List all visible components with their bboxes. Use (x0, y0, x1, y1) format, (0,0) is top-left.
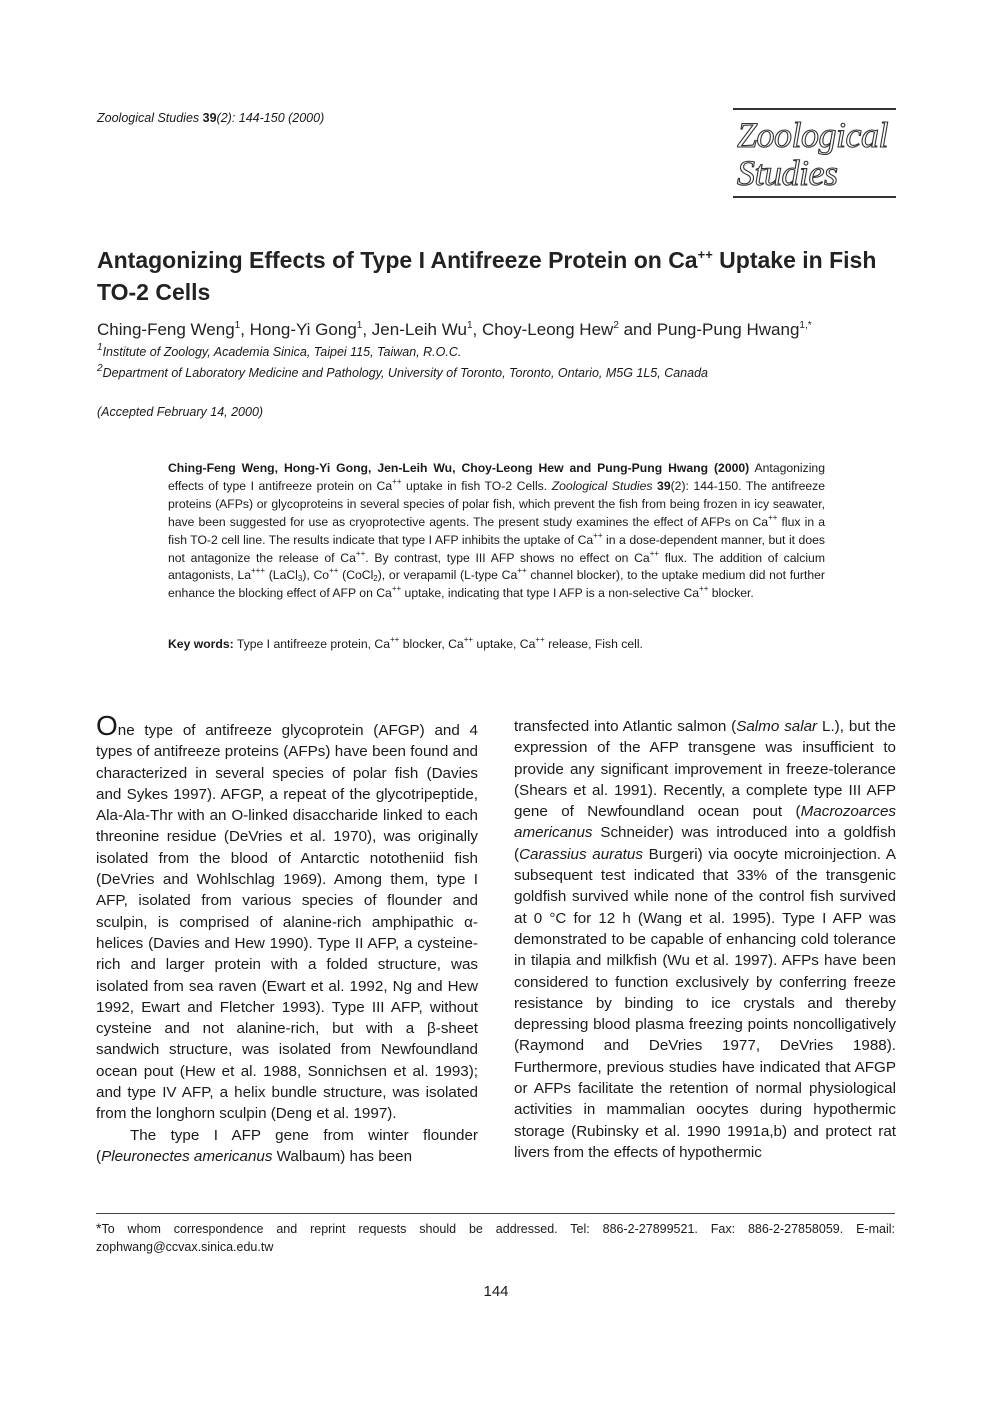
body-column-left (96, 710, 478, 1167)
abstract: Ching-Feng Weng, Hong-Yi Gong, Jen-Leih Wu, Choy-Leong Hew and Pung-Pung Hwang (2000) Antagonizing effects of type I antifreeze protein on Ca++ uptake in fish TO-2 Cells. Zoological Studies 39(2): 144-150. The antifreeze proteins (AFPs) or glycoproteins in several species of polar fish, which prevent the fish from being frozen in icy seawater, have been suggested for use as cryoprotective agents. The present study examines the effect of AFPs on Ca++ flux in a fish TO-2 cell line. The results indicate that type I AFP inhibits the uptake of Ca++ in a dose-dependent manner, but it does not antagonize the release of Ca++. By contrast, type III AFP shows no effect on Ca++ flux. The addition of calcium antagonists, La+++ (LaCl$_3$), Co++ (CoCl$_2$), or verapamil (L-type Ca++ channel blocker), to the uptake medium did not further enhance the blocking effect of AFP on Ca++ uptake, indicating that type I AFP is a non-selective Ca++ blocker. (168, 461, 826, 601)
journal-logo (733, 108, 896, 198)
drop-cap: O (96, 710, 118, 741)
logo-rule-bottom (733, 196, 896, 198)
abstract-citation-authors: Ching-Feng Weng, Hong-Yi Gong, Jen-Leih Wu, Choy-Leong Hew and Pung-Pung Hwang (2000) (168, 461, 750, 475)
keywords-label: Key words: (168, 637, 234, 651)
affiliation-1: $^1$Institute of Zoology, Academia Sinica, Taipei 115, Taiwan, R.O.C. (97, 342, 462, 359)
affiliation-2: $^2$Department of Laboratory Medicine and Pathology, University of Toronto, Toronto, Ontario, M5G 1L5, Canada (97, 363, 708, 380)
keywords: Key words: Type I antifreeze protein, Ca++ blocker, Ca++ uptake, Ca++ release, Fish cell. (168, 635, 643, 651)
journal-name: Zoological Studies (97, 111, 200, 125)
article-title: Antagonizing Effects of Type I Antifreeze Protein on Ca++ Uptake in Fish TO-2 Cells (97, 247, 877, 305)
journal-citation-header (97, 111, 324, 125)
logo-rule-top (733, 108, 896, 110)
author: Hong-Yi Gong (249, 320, 357, 339)
body-paragraph: The type I AFP gene from winter flounder (Pleuronectes americanus Walbaum) has been (96, 1126, 478, 1165)
author: Pung-Pung Hwang (656, 320, 800, 339)
journal-issue-pages: (2): 144-150 (2000) (216, 111, 325, 125)
correspondence-footnote: *To whom correspondence and reprint requests should be addressed. Tel: 886-2-27899521. Fax: 886-2-27858059. E-mail: zophwang@ccvax.sinica.edu.tw (96, 1220, 895, 1254)
body-column-right (514, 716, 896, 1163)
author: Jen-Leih Wu (371, 320, 467, 339)
body-paragraph: One type of antifreeze glycoprotein (AFGP) and 4 types of antifreeze proteins (AFPs) have been found and characterized in several species of polar fish (Davies and Sykes 1997). AFGP, a repeat of the glycotripeptide, Ala-Ala-Thr with an O-linked disaccharide linked to each threonine residue (DeVries et al. 1970), was originally isolated from the blood of Antarctic nototheniid fish (DeVries and Wohlschlag 1969). Among them, type I AFP, isolated from various species of flounder and sculpin, is comprised of alanine-rich amphipathic α-helices (Davies and Hew 1990). Type II AFP, a cysteine-rich and larger protein with a folded structure, was isolated from sea raven (Ewart et al. 1992, Ng and Hew 1992, Ewart and Fletcher 1993). Type III AFP, without cysteine and not alanine-rich, but with a β-sheet sandwich structure, was isolated from Newfoundland ocean pout (Hew et al. 1988, Sonnichsen et al. 1993); and type IV AFP, a helix bundle structure, was isolated from the longhorn sculpin (Deng et al. 1997). (96, 710, 478, 1123)
logo-line-1: Zoological (737, 115, 889, 155)
footnote-divider (96, 1213, 895, 1214)
page-number: 144 (483, 1283, 509, 1300)
accepted-date: (Accepted February 14, 2000) (97, 405, 264, 419)
author-list: Ching-Feng Weng$^1$, Hong-Yi Gong$^1$, Jen-Leih Wu$^1$, Choy-Leong Hew$^2$ and Pung-Pung Hwang$^{1,*}$ (97, 320, 812, 339)
author: Ching-Feng Weng (97, 320, 235, 339)
logo-text (737, 116, 888, 192)
logo-line-2: Studies (737, 153, 838, 193)
journal-volume: 39 (202, 111, 217, 125)
body-paragraph: transfected into Atlantic salmon (Salmo salar L.), but the expression of the AFP transgene was insufficient to provide any significant improvement in freeze-tolerance (Shears et al. 1991). Recently, a complete type III AFP gene of Newfoundland ocean pout (Macrozoarces americanus Schneider) was introduced into a goldfish (Carassius auratus Burgeri) via oocyte microinjection. A subsequent test indicated that 33% of the transgenic goldfish survived while none of the control fish survived at 0 °C for 12 h (Wang et al. 1995). Type I AFP was demonstrated to be capable of enhancing cold tolerance in tilapia and milkfish (Wu et al. 1997). AFPs have been considered to function exclusively by conferring freeze resistance by binding to ice crystals and thereby depressing blood plasma freezing points noncolligatively (Raymond and DeVries 1977, DeVries 1988). Furthermore, previous studies have indicated that AFGP or AFPs facilitate the retention of normal physiological activities in mammalian oocytes during hypothermic storage (Rubinsky et al. 1990 1991a,b) and protect rat livers from the effects of hypothermic (514, 718, 896, 1161)
author: Choy-Leong Hew (481, 320, 614, 339)
